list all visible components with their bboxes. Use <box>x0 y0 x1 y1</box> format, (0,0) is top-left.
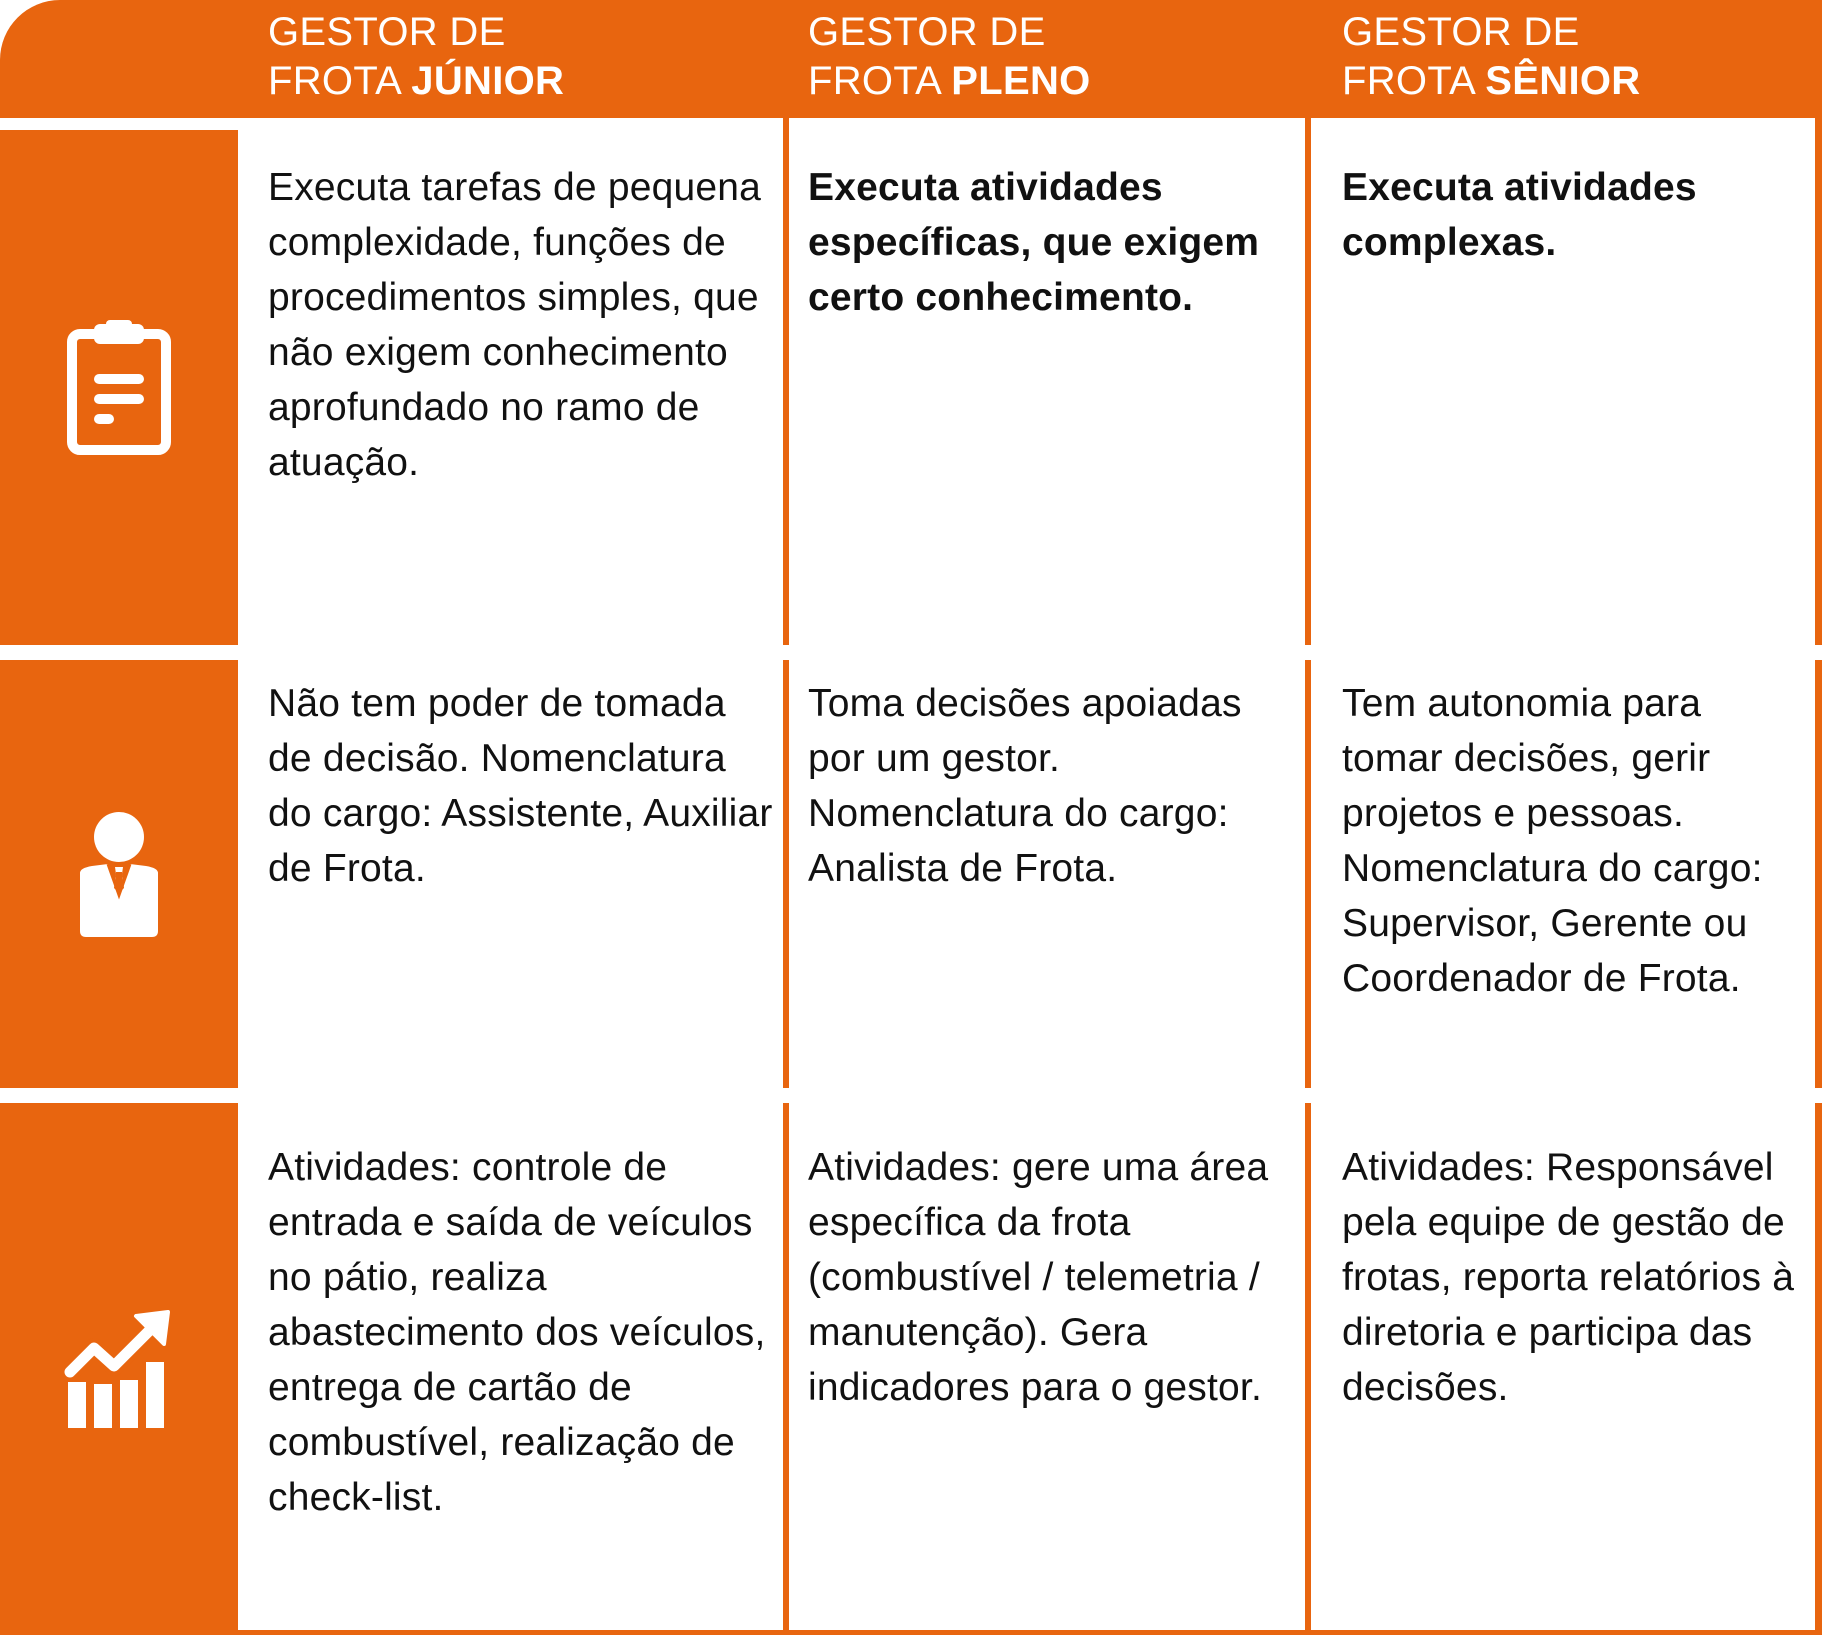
header-senior <box>1342 8 1640 106</box>
cell-senior-activities: Atividades: Responsável pela equipe de gestão de frotas, reporta relatórios à diretoria e participa das decisões. <box>1342 1146 1795 1409</box>
row-icon-cell-3 <box>0 1103 238 1635</box>
right-border <box>1815 1103 1822 1635</box>
row-icon-cell-1 <box>0 130 238 645</box>
column-divider <box>783 118 789 645</box>
header-pleno-prefix: FROTA <box>808 59 952 103</box>
person-tie-icon <box>70 811 168 937</box>
header-junior-line2 <box>268 57 564 106</box>
cell-senior-decision: Tem autonomia para tomar decisões, gerir projetos e pessoas. Nomenclatura do cargo: Supervisor, Gerente ou Coordenador de Frota. <box>1342 682 1763 1000</box>
column-divider <box>1305 1103 1311 1635</box>
header-pleno-line2 <box>808 57 1091 106</box>
header-senior-line2 <box>1342 57 1640 106</box>
column-divider <box>1305 660 1311 1088</box>
cell-pleno-activities: Atividades: gere uma área específica da frota (combustível / telemetria / manutenção). Gera indicadores para o gestor. <box>808 1146 1269 1409</box>
column-divider <box>783 660 789 1088</box>
cell-senior-tasks: Executa atividades complexas. <box>1342 166 1697 264</box>
column-divider <box>1305 118 1311 645</box>
header-junior-level: JÚNIOR <box>411 59 565 103</box>
header-pleno-line1: GESTOR DE <box>808 10 1046 54</box>
header-senior-level: SÊNIOR <box>1485 59 1641 103</box>
right-border <box>1815 118 1822 645</box>
header-senior-prefix: FROTA <box>1342 59 1486 103</box>
cell-pleno-tasks: Executa atividades específicas, que exigem certo conhecimento. <box>808 166 1260 319</box>
cell-junior-activities: Atividades: controle de entrada e saída de veículos no pátio, realiza abastecimento dos veículos, entrega de cartão de combustível, realização de check-list. <box>268 1146 766 1519</box>
header-junior-line1: GESTOR DE <box>268 10 506 54</box>
bottom-border <box>238 1630 1822 1635</box>
growth-chart-icon <box>64 1310 174 1428</box>
clipboard-icon <box>66 320 172 456</box>
cell-junior-tasks: Executa tarefas de pequena complexidade, funções de procedimentos simples, que não exigem conhecimento aprofundado no ramo de atuação. <box>268 166 762 484</box>
table-header <box>0 0 1822 118</box>
column-divider <box>783 1103 789 1635</box>
right-border <box>1815 660 1822 1088</box>
header-pleno-level: PLENO <box>951 59 1091 103</box>
cell-pleno-decision: Toma decisões apoiadas por um gestor. Nomenclatura do cargo: Analista de Frota. <box>808 682 1242 890</box>
header-junior <box>268 8 564 106</box>
header-pleno <box>808 8 1091 106</box>
header-senior-line1: GESTOR DE <box>1342 10 1580 54</box>
header-junior-prefix: FROTA <box>268 59 412 103</box>
row-icon-cell-2 <box>0 660 238 1088</box>
cell-junior-decision: Não tem poder de tomada de decisão. Nomenclatura do cargo: Assistente, Auxiliar de Frota. <box>268 682 773 890</box>
